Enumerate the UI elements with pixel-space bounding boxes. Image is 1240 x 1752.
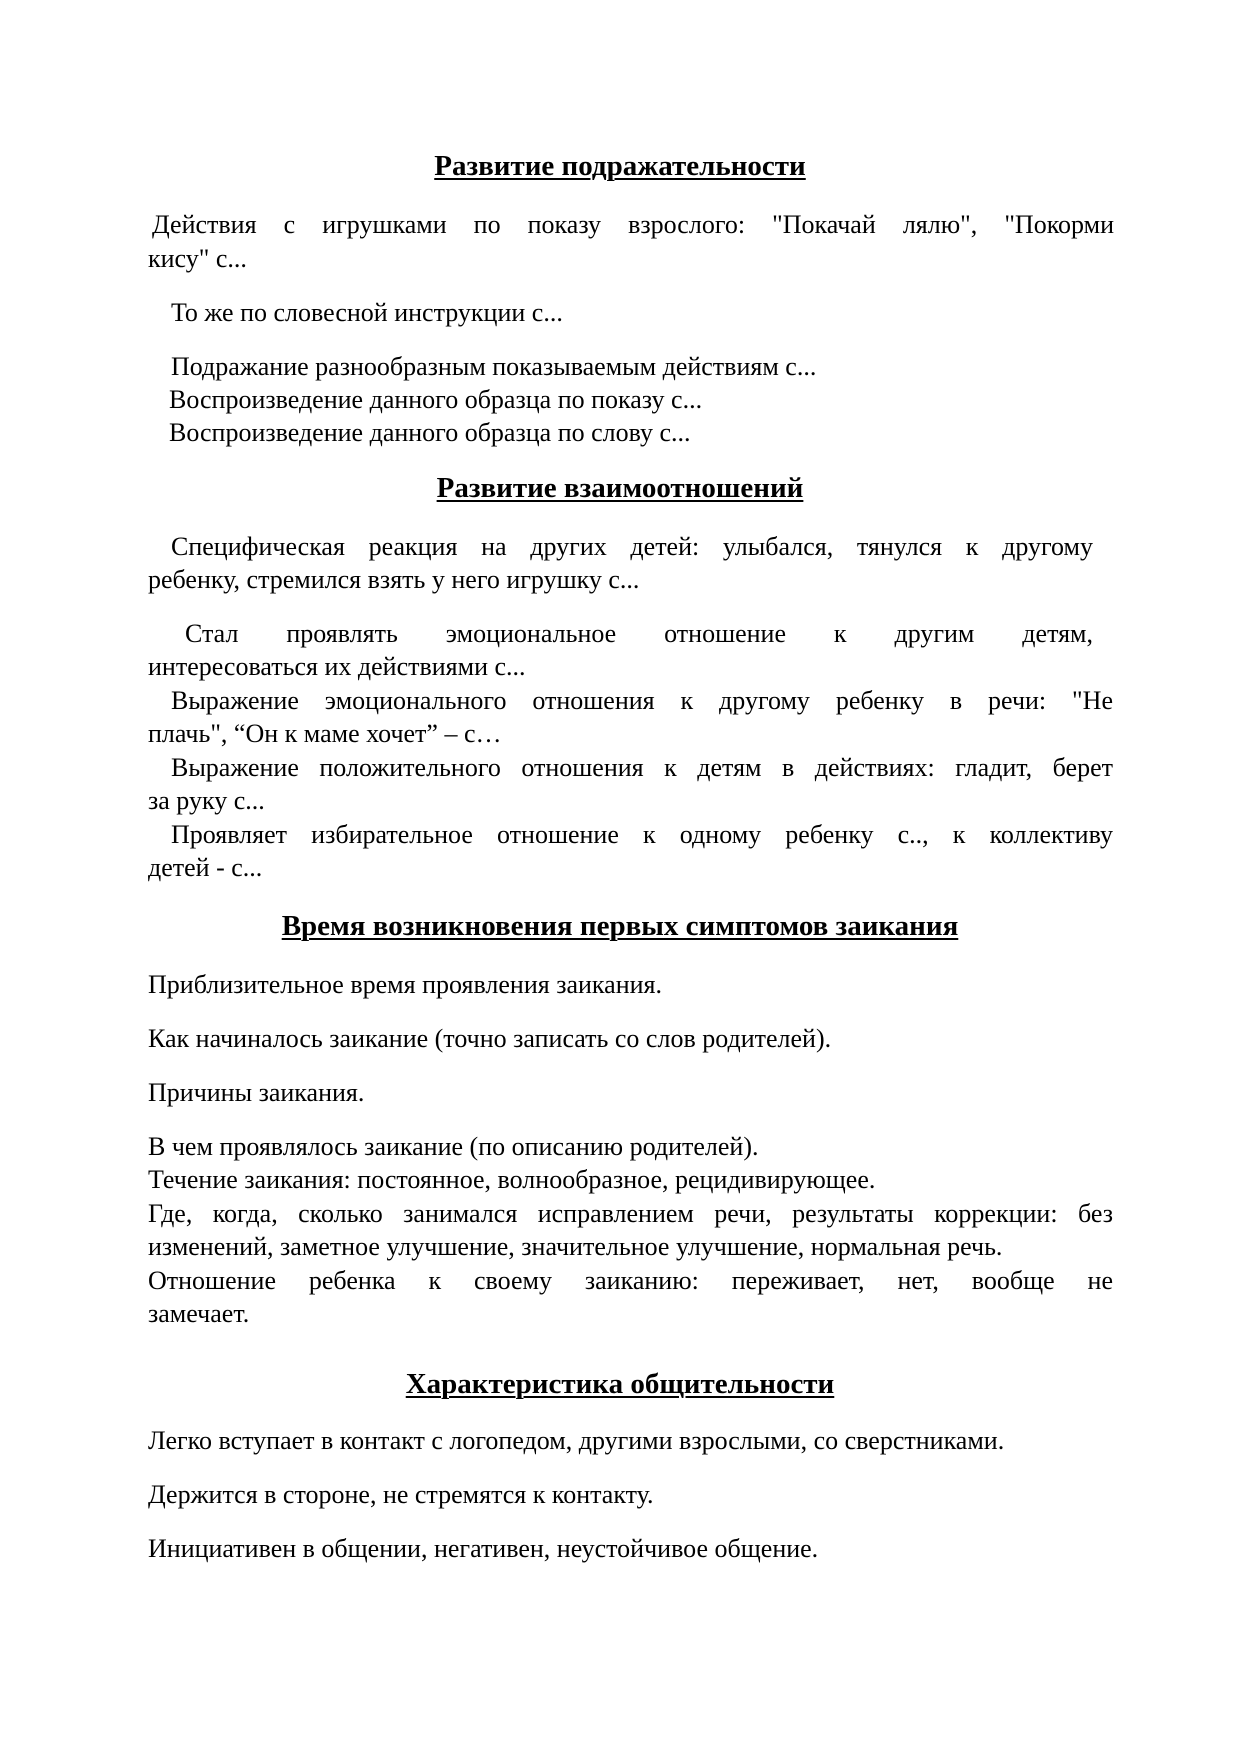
paragraph-line: замечает. [148,1299,250,1328]
paragraph-line: Воспроизведение данного образца по слову с... [169,418,691,447]
paragraph-line: Воспроизведение данного образца по показу с... [169,385,703,414]
paragraph-line: Где, когда, сколько занимался исправлением речи, результаты коррекции: без [148,1199,1113,1228]
paragraph-line: Выражение эмоционального отношения к другому ребенку в речи: "Не [171,686,1113,715]
paragraph-line: В чем проявлялось заикание (по описанию родителей). [148,1132,759,1161]
paragraph-line: Отношение ребенка к своему заиканию: переживает, нет, вообще не [148,1266,1113,1295]
heading-stuttering-onset: Время возникновения первых симптомов заикания [281,910,959,942]
paragraph-line: Проявляет избирательное отношение к одному ребенку с.., к коллективу [171,820,1113,849]
paragraph-line: плачь", “Он к маме хочет” – с… [148,719,502,748]
paragraph-line: детей - с... [148,853,263,882]
paragraph-line: Как начиналось заикание (точно записать со слов родителей). [148,1024,832,1053]
paragraph-line: кису" с... [148,244,247,273]
paragraph-line: Причины заикания. [148,1078,365,1107]
paragraph-line: интересоваться их действиями с... [148,652,526,681]
paragraph-line: Держится в стороне, не стремятся к контакту. [148,1480,654,1509]
paragraph-line: Приблизительное время проявления заикания. [148,970,662,999]
paragraph-line: изменений, заметное улучшение, значительное улучшение, нормальная речь. [148,1232,1003,1261]
paragraph-line: Легко вступает в контакт с логопедом, другими взрослыми, со сверстниками. [148,1426,1005,1455]
paragraph-line: Специфическая реакция на других детей: улыбался, тянулся к другому [171,532,1093,561]
heading-sociability: Характеристика общительности [405,1368,835,1400]
heading-imitation-development: Развитие подражательности [434,150,806,182]
paragraph-line: Выражение положительного отношения к детям в действиях: гладит, берет [171,753,1113,782]
heading-relationships-development: Развитие взаимоотношений [436,472,804,504]
paragraph-line: Инициативен в общении, негативен, неустойчивое общение. [148,1534,819,1563]
paragraph-line: Действия с игрушками по показу взрослого: "Покачай лялю", "Покорми [152,210,1114,239]
paragraph-line: Подражание разнообразным показываемым действиям с... [171,352,817,381]
paragraph-line: за руку с... [148,786,265,815]
paragraph-line: То же по словесной инструкции с... [171,298,563,327]
paragraph-line: ребенку, стремился взять у него игрушку с... [148,565,640,594]
paragraph-line: Стал проявлять эмоциональное отношение к другим детям, [185,619,1093,648]
paragraph-line: Течение заикания: постоянное, волнообразное, рецидивирующее. [148,1165,876,1194]
